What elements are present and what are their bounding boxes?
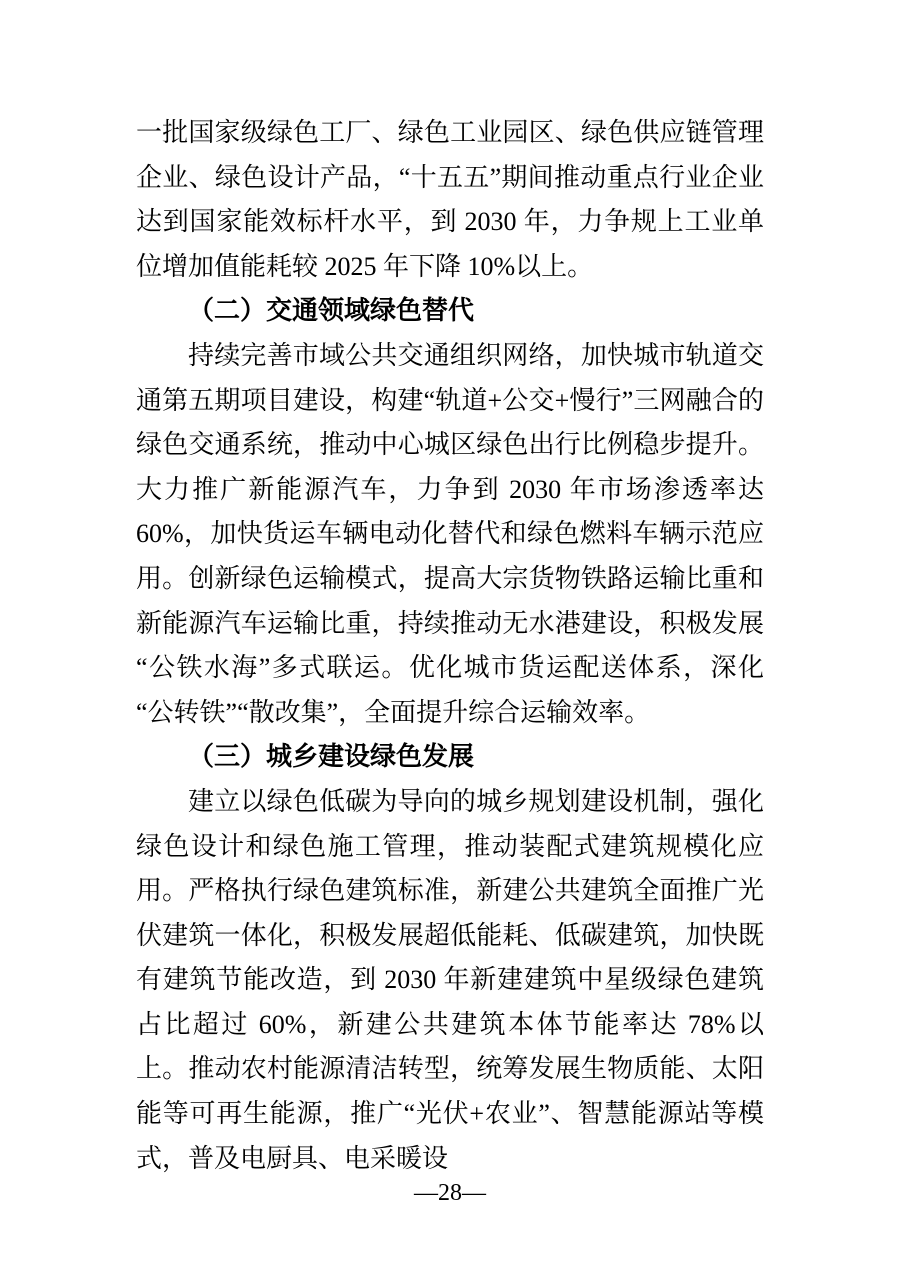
paragraph-urban-rural: 建立以绿色低碳为导向的城乡规划建设机制，强化绿色设计和绿色施工管理，推动装配式建筑规模化应用。严格执行绿色建筑标准，新建公共建筑全面推广光伏建筑一体化，积极发展超低能耗、低碳建筑，加快既有建筑节能改造，到 2030 年新建建筑中星级绿色建筑占比超过 60%，新建公共建筑本体节能率达 78%以上。推动农村能源清洁转型，统筹发展生物质能、太阳能等可再生能源，推广“光伏+农业”、智慧能源站等模式，普及电厨具、电采暖设 [136, 786, 764, 1173]
document-body [136, 111, 764, 1181]
section-heading-urban-rural: （三）城乡建设绿色发展 [188, 742, 475, 772]
page-number: —28— [414, 1180, 486, 1206]
paragraph-transport: 持续完善市域公共交通组织网络，加快城市轨道交通第五期项目建设，构建“轨道+公交+慢行”三网融合的绿色交通系统，推动中心城区绿色出行比例稳步提升。大力推广新能源汽车，力争到 2030 年市场渗透率达 60%，加快货运车辆电动化替代和绿色燃料车辆示范应用。创新绿色运输模式，提高大宗货物铁路运输比重和新能源汽车运输比重，持续推动无水港建设，积极发展“公铁水海”多式联运。优化城市货运配送体系，深化“公转铁”“散改集”，全面提升综合运输效率。 [136, 340, 764, 727]
paragraph-industry-continued: 一批国家级绿色工厂、绿色工业园区、绿色供应链管理企业、绿色设计产品，“十五五”期间推动重点行业企业达到国家能效标杆水平，到 2030 年，力争规上工业单位增加值能耗较 2025 年下降 10%以上。 [136, 118, 764, 281]
section-heading-transport: （二）交通领域绿色替代 [188, 296, 475, 326]
